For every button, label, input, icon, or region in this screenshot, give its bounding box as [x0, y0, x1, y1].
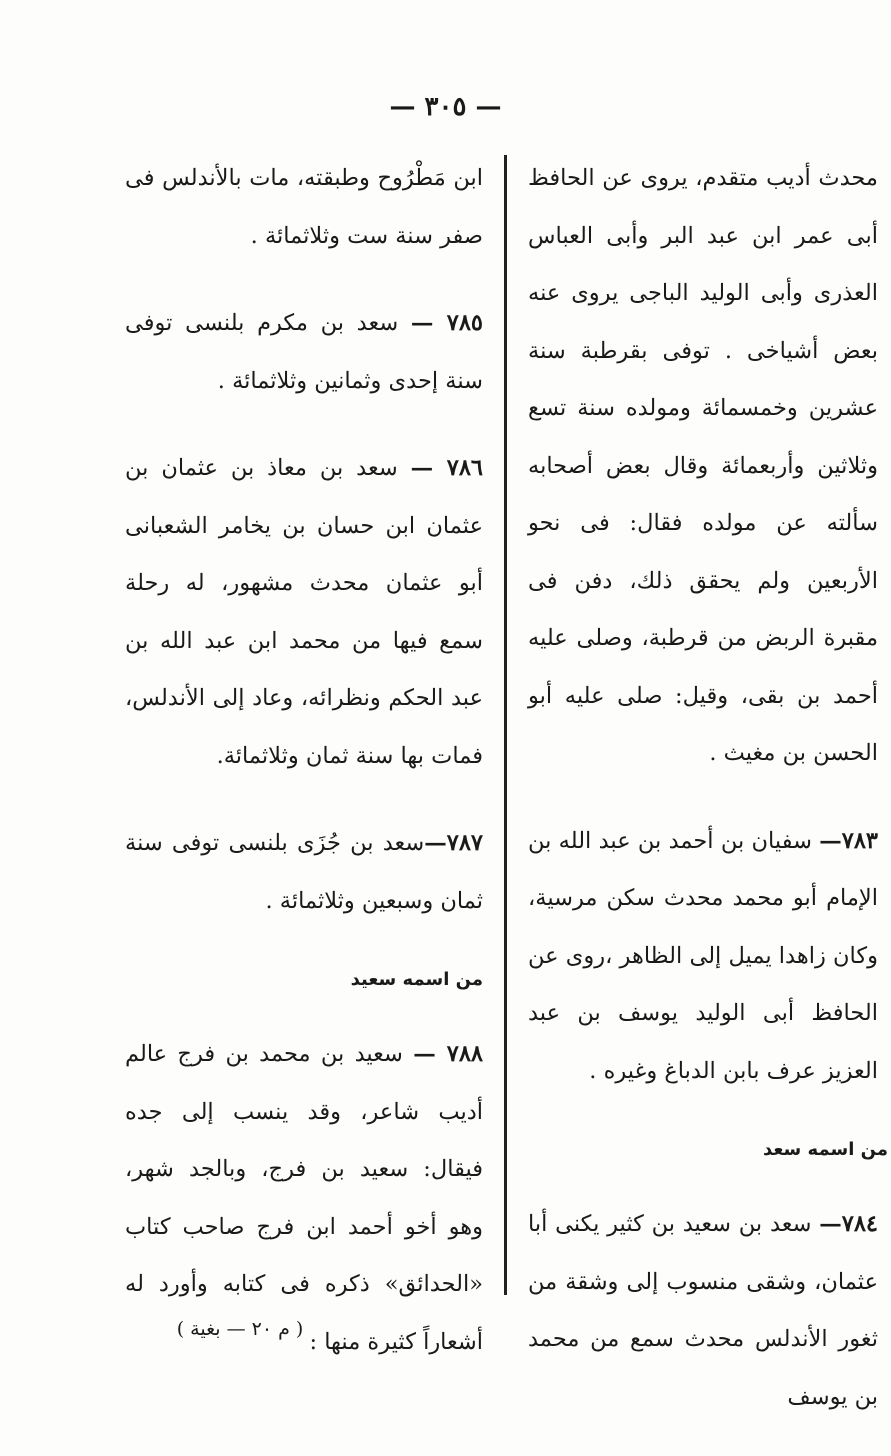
entry-782-continued	[528, 150, 878, 783]
entry-number: ٧٨٨ —	[413, 1041, 483, 1067]
entry-785	[125, 295, 483, 410]
column-divider	[504, 155, 507, 1295]
entry-body: سعد بن جُزَى بلنسى توفى سنة ثمان وسبعين وثلاثمائة .	[125, 830, 483, 914]
section-heading-saad: من اسمه سعد	[763, 1139, 888, 1160]
right-column	[528, 150, 888, 1456]
entry-number: ٧٨٣—	[819, 827, 878, 854]
entry-number: ٧٨٥ —	[410, 310, 483, 336]
entry-text	[528, 1196, 878, 1426]
footer-signature: ( م ٢٠ — بغية )	[176, 1318, 304, 1340]
entry-body: سعد بن معاذ بن عثمان بن عثمان ابن حسان بن يخامر الشعبانى أبو عثمان محدث مشهور، له رحلة سمع فيها من محمد ابن عبد الله بن عبد الحكم ونظرائه، وعاد إلى الأندلس، فمات بها سنة ثمان وثلاثمائة.	[125, 455, 483, 769]
entry-body: سعيد بن محمد بن فرج عالم أديب شاعر، وقد ينسب إلى جده فيقال: سعيد بن فرج، وبالجد شهر، وهو أخو أحمد ابن فرج صاحب كتاب «الحدائق» ذكره فى كتابه وأورد له أشعاراً كثيرة منها :	[125, 1041, 483, 1355]
left-column	[125, 150, 483, 1401]
section-heading-saeed: من اسمه سعيد	[350, 969, 483, 990]
entry-body: سعد بن سعيد بن كثير يكنى أبا عثمان، وشقى منسوب إلى وشقة من ثغور الأندلس محدث سمع من محمد بن يوسف	[528, 1211, 878, 1410]
page-number: — ٣٠٥ —	[389, 92, 502, 122]
entry-text	[125, 815, 483, 930]
entry-number: ٧٨٧—	[424, 830, 483, 856]
entry-text	[125, 440, 483, 785]
entry-number: ٧٨٦ —	[410, 455, 483, 481]
entry-text	[528, 813, 878, 1101]
entry-text: ابن مَطْرُوح وطبقته، مات بالأندلس فى صفر سنة ست وثلاثمائة .	[125, 165, 483, 249]
entry-continued	[125, 150, 483, 265]
entry-body: سعد بن مكرم بلنسى توفى سنة إحدى وثمانين وثلاثمائة .	[125, 310, 483, 394]
entry-text: محدث أديب متقدم، يروى عن الحافظ أبى عمر ابن عبد البر وأبى العباس العذرى وأبى الوليد الباجى يروى عنه بعض أشياخى . توفى بقرطبة سنة عشرين وخمسمائة ومولده سنة تسع وثلاثين وأربعمائة وقال بعض أصحابه سألته عن مولده فقال: فى نحو الأربعين ولم يحقق ذلك، دفن فى مقبرة الربض من قرطبة، وصلى عليه أحمد بن بقى، وقيل: صلى عليه أبو الحسن بن مغيث .	[528, 165, 878, 766]
entry-text	[125, 295, 483, 410]
entry-786	[125, 440, 483, 785]
entry-783	[528, 813, 878, 1101]
entry-787	[125, 815, 483, 930]
entry-body: سفيان بن أحمد بن عبد الله بن الإمام أبو محمد محدث سكن مرسية، وكان زاهدا يميل إلى الظاهر ،روى عن الحافظ أبى الوليد يوسف بن عبد العزيز عرف بابن الدباغ وغيره .	[528, 827, 878, 1084]
entry-number: ٧٨٤—	[819, 1211, 878, 1237]
entry-784	[528, 1196, 878, 1426]
